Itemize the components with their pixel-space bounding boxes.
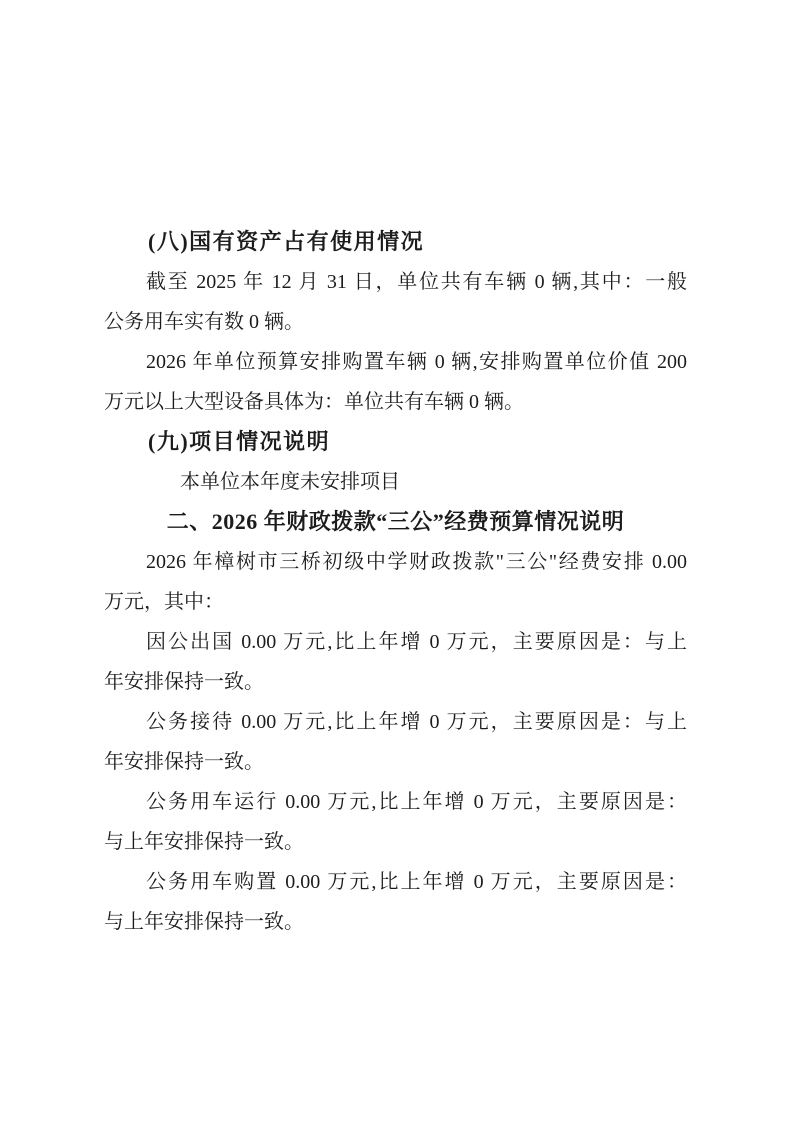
paragraph-line: 与上年安排保持一致。 [104, 831, 304, 853]
paragraph-line: 2026 年单位预算安排购置车辆 0 辆,安排购置单位价值 200 [146, 351, 687, 373]
paragraph-line: 年安排保持一致。 [104, 751, 264, 773]
paragraph-line: 2026 年樟树市三桥初级中学财政拨款"三公"经费安排 0.00 [146, 551, 687, 573]
section-heading-project-info: (九)项目情况说明 [148, 429, 331, 454]
paragraph-line: 公务用车购置 0.00 万元,比上年增 0 万元，主要原因是： [146, 871, 687, 893]
section-heading-three-public-funds: 二、2026 年财政拨款“三公”经费预算情况说明 [166, 509, 625, 534]
paragraph-line: 年安排保持一致。 [104, 671, 264, 693]
paragraph-line: 公务用车实有数 0 辆。 [104, 311, 304, 333]
paragraph-line: 万元，其中： [104, 591, 224, 613]
paragraph-line: 公务接待 0.00 万元,比上年增 0 万元，主要原因是：与上 [146, 711, 687, 733]
paragraph-line: 本单位本年度未安排项目 [180, 471, 400, 493]
paragraph-line: 因公出国 0.00 万元,比上年增 0 万元，主要原因是：与上 [146, 631, 687, 653]
paragraph-line: 公务用车运行 0.00 万元,比上年增 0 万元，主要原因是： [146, 791, 687, 813]
paragraph-line: 截至 2025 年 12 月 31 日，单位共有车辆 0 辆,其中：一般 [146, 271, 687, 293]
section-heading-state-assets: (八)国有资产占有使用情况 [148, 229, 425, 254]
document-content [104, 222, 687, 942]
paragraph-line: 万元以上大型设备具体为：单位共有车辆 0 辆。 [104, 391, 524, 413]
paragraph-line: 与上年安排保持一致。 [104, 911, 304, 933]
